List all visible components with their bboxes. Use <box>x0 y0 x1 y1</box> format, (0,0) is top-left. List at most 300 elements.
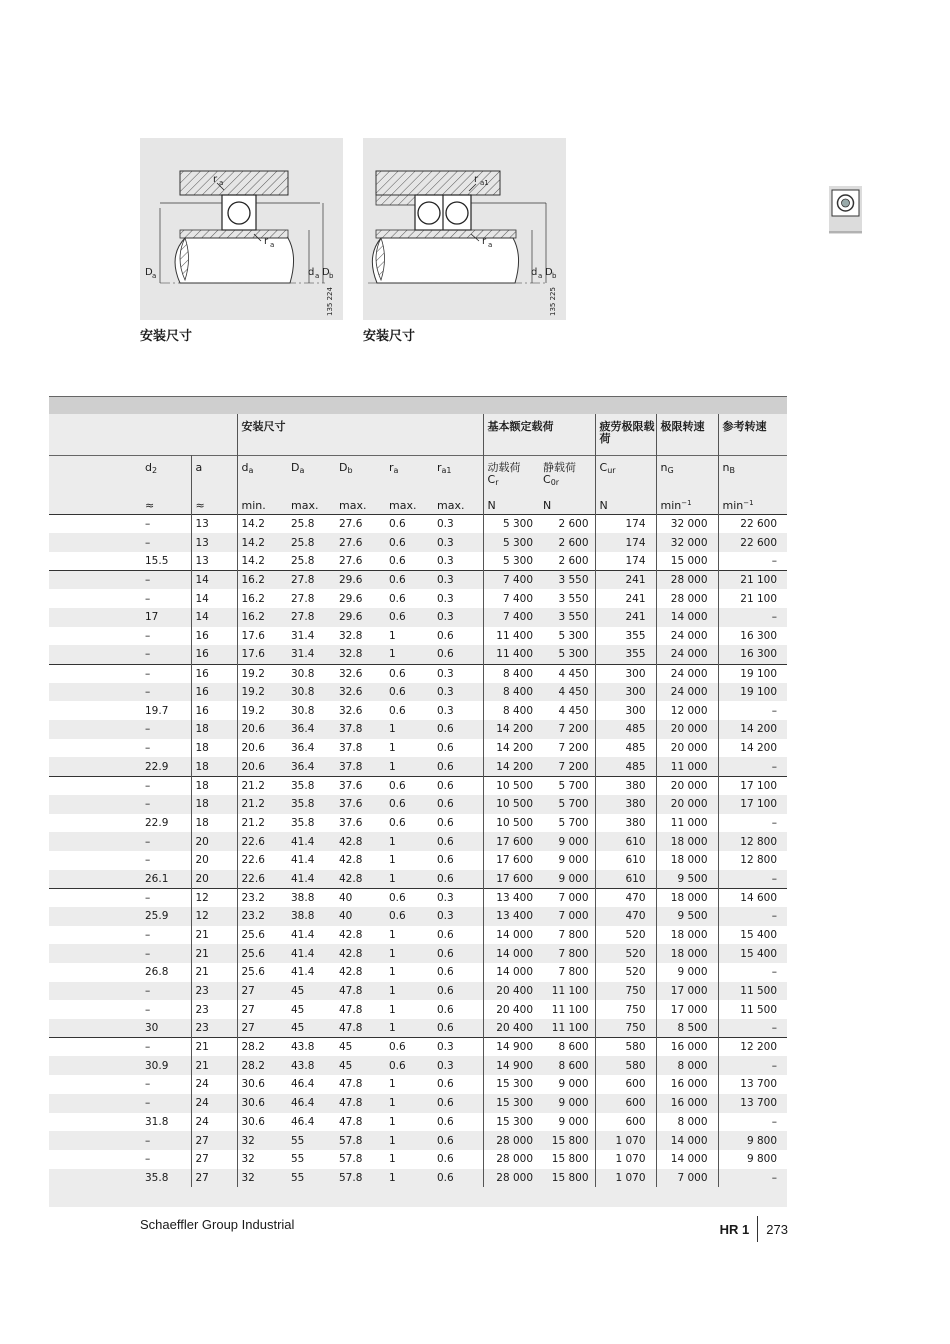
cell-ng: 16 000 <box>656 1075 718 1094</box>
Da-unit: max. <box>291 499 319 512</box>
cell-a: 27 <box>191 1150 237 1169</box>
svg-text:a: a <box>219 179 224 187</box>
cell-cr: 17 600 <box>483 851 539 870</box>
table-row <box>49 664 787 683</box>
cell-ra1: 0.6 <box>437 928 454 941</box>
cell-da: 30.6 <box>237 1113 287 1132</box>
cell-ng: 18 000 <box>656 832 718 851</box>
cell-cr: 13 400 <box>483 888 539 907</box>
cell-c0r: 3 550 <box>539 571 595 590</box>
cell-ra1: 0.3 <box>437 536 454 549</box>
cell-c0r: 9 000 <box>558 854 589 867</box>
cell-cr: 11 400 <box>483 627 539 646</box>
cell-ra: 0.6 <box>385 1038 433 1057</box>
cell-cur: 600 <box>595 1113 656 1132</box>
cell-cr: 5 300 <box>483 515 539 534</box>
cell-ng: 8 000 <box>656 1113 718 1132</box>
table-row <box>49 982 787 1001</box>
cell-Da: 25.8 <box>291 518 315 531</box>
cell-cr: 20 400 <box>483 982 539 1001</box>
cell-a: 21 <box>191 926 237 945</box>
table-row <box>49 552 787 571</box>
a-unit: ≈ <box>191 496 237 515</box>
cell-nb: 16 300 <box>718 627 787 646</box>
cell-d2: – <box>145 798 151 811</box>
cell-nb: 19 100 <box>718 683 787 702</box>
cell-ra1: 0.6 <box>437 1097 454 1110</box>
table-row <box>49 1131 787 1150</box>
cell-a: 27 <box>191 1169 237 1188</box>
cell-ng: 11 000 <box>656 757 718 776</box>
cell-cr: 8 400 <box>483 664 539 683</box>
cell-nb: – <box>718 552 787 571</box>
cell-ra1: 0.6 <box>437 1134 454 1147</box>
cell-cur: 600 <box>595 1094 656 1113</box>
cell-d2: 30 <box>145 1022 159 1035</box>
cell-d2: – <box>145 854 151 867</box>
table-row <box>49 1056 787 1075</box>
cell-ng: 18 000 <box>656 926 718 945</box>
cell-d2: – <box>145 835 151 848</box>
cell-Da: 25.8 <box>291 536 315 549</box>
ra1-top-label: r <box>474 174 479 185</box>
cell-ra1: 0.6 <box>437 985 454 998</box>
cell-Db: 57.8 <box>339 1134 363 1147</box>
table-row <box>49 739 787 758</box>
Db-label: D <box>322 267 330 278</box>
cell-ra: 1 <box>389 966 396 979</box>
cell-nb: 12 800 <box>718 832 787 851</box>
svg-text:a: a <box>152 272 157 280</box>
cell-Da: 45 <box>291 1003 305 1016</box>
table-row <box>49 683 787 702</box>
cell-ng: 12 000 <box>656 701 718 720</box>
single-bearing-drawing <box>140 138 343 320</box>
table-row <box>49 832 787 851</box>
cell-Db: 32.6 <box>339 704 363 717</box>
cell-cur: 355 <box>595 627 656 646</box>
cell-nb: 9 800 <box>718 1131 787 1150</box>
cell-Db: 37.6 <box>335 776 385 795</box>
cell-cur: 300 <box>595 683 656 702</box>
cell-ng: 24 000 <box>656 664 718 683</box>
cell-cr: 17 600 <box>483 870 539 889</box>
cell-d2: 31.8 <box>145 1115 169 1128</box>
cell-Db: 27.6 <box>339 536 363 549</box>
cell-ra: 0.6 <box>389 816 406 829</box>
page-footer <box>720 1216 788 1242</box>
cell-Db: 47.8 <box>339 1078 363 1091</box>
cell-da: 17.6 <box>237 645 287 664</box>
cr-unit: N <box>483 496 539 515</box>
cell-d2: – <box>145 985 151 998</box>
cell-Db: 32.8 <box>339 648 363 661</box>
cell-Da: 45 <box>291 985 305 998</box>
cell-c0r: 5 700 <box>558 816 589 829</box>
cell-nb: – <box>718 608 787 627</box>
cell-da: 25.6 <box>237 963 287 982</box>
cell-cr: 14 000 <box>483 926 539 945</box>
cell-cur: 520 <box>595 926 656 945</box>
cell-ng: 9 500 <box>656 870 718 889</box>
cell-cur: 485 <box>595 720 656 739</box>
cell-nb: 22 600 <box>718 515 787 534</box>
cell-ra: 1 <box>389 760 396 773</box>
cell-cr: 14 900 <box>483 1038 539 1057</box>
cell-d2: 26.1 <box>145 872 169 885</box>
cell-c0r: 7 800 <box>558 928 589 941</box>
cell-ra: 1 <box>389 742 396 755</box>
cell-a: 18 <box>191 720 237 739</box>
cell-da: 25.6 <box>237 944 287 963</box>
table-unit-header-row <box>49 496 787 515</box>
cell-ng: 32 000 <box>656 515 718 534</box>
table-row <box>49 814 787 833</box>
cell-Db: 29.6 <box>339 611 363 624</box>
cell-ra: 1 <box>389 854 396 867</box>
cell-Da: 46.4 <box>291 1115 315 1128</box>
cell-d2: – <box>49 776 191 795</box>
table-row <box>49 795 787 814</box>
cell-da: 30.6 <box>237 1075 287 1094</box>
cell-cr: 15 300 <box>483 1113 539 1132</box>
cell-cur: 485 <box>595 757 656 776</box>
cell-ra1: 0.6 <box>437 798 454 811</box>
cell-cur: 1 070 <box>595 1131 656 1150</box>
cell-ra1: 0.6 <box>437 966 454 979</box>
table-row <box>49 720 787 739</box>
ra-symbol: $r_a$ <box>389 461 399 475</box>
cell-da: 17.6 <box>237 627 287 646</box>
cell-da: 25.6 <box>237 926 287 945</box>
cell-nb: 14 600 <box>718 888 787 907</box>
cell-a: 13 <box>191 533 237 552</box>
cell-Db: 47.8 <box>339 1115 363 1128</box>
cell-c0r: 9 000 <box>558 1115 589 1128</box>
fatigue-limit-header: 疲劳极限载荷 <box>595 414 656 456</box>
cell-Da: 35.8 <box>291 798 315 811</box>
table-row <box>49 701 787 720</box>
cell-cur: 485 <box>595 739 656 758</box>
cell-da: 21.2 <box>237 776 287 795</box>
cell-ra1: 0.6 <box>433 776 483 795</box>
cell-a: 23 <box>191 1000 237 1019</box>
cell-da: 32 <box>237 1169 287 1188</box>
cell-cr: 10 500 <box>483 814 539 833</box>
cell-ng: 20 000 <box>656 795 718 814</box>
cell-c0r: 9 000 <box>558 1078 589 1091</box>
cell-nb: 12 200 <box>718 1038 787 1057</box>
cell-ra: 1 <box>389 928 396 941</box>
cell-d2: – <box>145 536 151 549</box>
cell-c0r: 9 000 <box>558 835 589 848</box>
cell-d2: – <box>145 518 151 531</box>
da-symbol: $d_a$ <box>237 456 287 497</box>
cell-cr: 14 000 <box>483 963 539 982</box>
cell-Db: 45 <box>335 1038 385 1057</box>
cell-d2: – <box>145 1153 151 1166</box>
cell-cr: 14 200 <box>483 739 539 758</box>
cell-nb: 17 100 <box>718 795 787 814</box>
cell-ng: 14 000 <box>656 1131 718 1150</box>
cell-nb: – <box>718 1113 787 1132</box>
cell-ra: 1 <box>389 1078 396 1091</box>
svg-text:a: a <box>270 241 275 249</box>
cell-nb: – <box>718 701 787 720</box>
cell-da: 32 <box>237 1150 287 1169</box>
cell-a: 23 <box>191 982 237 1001</box>
cell-ra: 1 <box>389 1171 396 1184</box>
cell-c0r: 2 600 <box>558 536 589 549</box>
cell-cr: 20 400 <box>483 1000 539 1019</box>
cell-cur: 241 <box>595 608 656 627</box>
cell-da: 14.2 <box>237 533 287 552</box>
table-symbol-header-row <box>49 456 787 497</box>
cell-ra: 0.6 <box>389 592 406 605</box>
table-row <box>49 1000 787 1019</box>
cell-Db: 27.6 <box>339 554 363 567</box>
cell-da: 22.6 <box>237 851 287 870</box>
table-row <box>49 515 787 534</box>
cell-nb: – <box>718 1056 787 1075</box>
cell-Da: 36.4 <box>291 723 315 736</box>
cell-ra: 0.6 <box>389 686 406 699</box>
cell-a: 13 <box>191 515 237 534</box>
d2-symbol: $d_2$ <box>145 461 158 475</box>
cell-Da: 36.4 <box>291 760 315 773</box>
cell-d2: 22.9 <box>145 760 169 773</box>
cell-ng: 32 000 <box>656 533 718 552</box>
cell-cur: 241 <box>595 571 656 590</box>
cell-ra1: 0.3 <box>437 518 454 531</box>
cell-ng: 18 000 <box>656 944 718 963</box>
cell-cr: 17 600 <box>483 832 539 851</box>
table-row <box>49 944 787 963</box>
cell-d2: – <box>145 1097 151 1110</box>
cell-Da: 41.4 <box>291 854 315 867</box>
cell-nb: 22 600 <box>718 533 787 552</box>
cell-Da: 27.8 <box>291 592 315 605</box>
ra1-symbol: $r_{a1}$ <box>437 461 452 475</box>
cell-c0r: 7 800 <box>558 966 589 979</box>
cell-ra1: 0.6 <box>437 723 454 736</box>
cell-d2: – <box>49 888 191 907</box>
cell-ng: 16 000 <box>656 1094 718 1113</box>
cell-c0r: 3 550 <box>558 611 589 624</box>
footer-divider <box>757 1216 758 1242</box>
cell-ng: 20 000 <box>656 776 718 795</box>
svg-text:a1: a1 <box>480 179 489 187</box>
cell-da: 19.2 <box>237 683 287 702</box>
cell-ra1: 0.6 <box>437 1115 454 1128</box>
cell-cr: 10 500 <box>483 795 539 814</box>
cell-Da: 45 <box>291 1022 305 1035</box>
cell-cur: 174 <box>595 533 656 552</box>
cell-c0r: 4 450 <box>558 686 589 699</box>
cell-Da: 41.4 <box>291 947 315 960</box>
cell-Da: 38.8 <box>291 910 315 923</box>
cell-Db: 29.6 <box>339 592 363 605</box>
bearing-data-table <box>49 396 787 1207</box>
cell-da: 20.6 <box>237 757 287 776</box>
cell-c0r: 5 700 <box>558 798 589 811</box>
cell-cr: 13 400 <box>483 907 539 926</box>
d2-unit: ≈ <box>145 499 155 512</box>
ra-unit: max. <box>389 499 417 512</box>
cell-Db: 32.6 <box>335 664 385 683</box>
cell-ng: 14 000 <box>656 1150 718 1169</box>
cell-c0r: 15 800 <box>551 1153 589 1166</box>
cr-symbol: 动载荷 $C_r$ <box>483 456 539 497</box>
cell-cr: 8 400 <box>483 683 539 702</box>
paired-bearing-drawing <box>363 138 566 320</box>
Db-symbol: $D_b$ <box>339 461 353 475</box>
cell-Da: 41.4 <box>291 835 315 848</box>
cell-a: 24 <box>191 1113 237 1132</box>
cell-Db: 47.8 <box>339 985 363 998</box>
cell-cur: 610 <box>595 870 656 889</box>
cell-c0r: 7 200 <box>558 723 589 736</box>
cell-cr: 14 200 <box>483 757 539 776</box>
cell-nb: 15 400 <box>718 944 787 963</box>
cell-Da: 43.8 <box>287 1038 335 1057</box>
da-unit: min. <box>237 496 287 515</box>
cell-Db: 42.8 <box>339 966 363 979</box>
cell-cur: 174 <box>595 515 656 534</box>
table-row <box>49 888 787 907</box>
cell-cur: 1 070 <box>595 1169 656 1188</box>
cell-d2: – <box>145 742 151 755</box>
da-label: d <box>308 267 315 278</box>
table-row <box>49 870 787 889</box>
cell-Da: 30.8 <box>287 664 335 683</box>
cell-ra: 1 <box>389 1153 396 1166</box>
cell-c0r: 11 100 <box>551 1022 589 1035</box>
cell-ra1: 0.6 <box>437 816 454 829</box>
cell-d2: – <box>145 648 151 661</box>
cell-cur: 241 <box>595 589 656 608</box>
table-row <box>49 926 787 945</box>
cell-ra: 1 <box>389 723 396 736</box>
cell-ng: 7 000 <box>656 1169 718 1188</box>
cell-cr: 5 300 <box>483 533 539 552</box>
cell-Db: 29.6 <box>335 571 385 590</box>
cell-ng: 16 000 <box>656 1038 718 1057</box>
cell-cur: 380 <box>595 814 656 833</box>
cell-d2: 35.8 <box>145 1171 169 1184</box>
ra-bottom-label: r <box>264 236 269 247</box>
cell-Da: 55 <box>291 1134 305 1147</box>
table-row <box>49 608 787 627</box>
cell-cur: 750 <box>595 982 656 1001</box>
cell-d2: 22.9 <box>145 816 169 829</box>
cell-ra1: 0.3 <box>437 686 454 699</box>
cell-ng: 17 000 <box>656 1000 718 1019</box>
cell-a: 13 <box>191 552 237 571</box>
cell-cur: 300 <box>595 664 656 683</box>
cell-nb: – <box>718 1169 787 1188</box>
cell-c0r: 8 600 <box>539 1038 595 1057</box>
cell-da: 32 <box>237 1131 287 1150</box>
cell-a: 18 <box>191 795 237 814</box>
table-row <box>49 645 787 664</box>
cell-d2: 26.8 <box>145 966 169 979</box>
cell-d2: – <box>145 928 151 941</box>
cell-cur: 750 <box>595 1019 656 1038</box>
cell-cur: 600 <box>595 1075 656 1094</box>
svg-text:b: b <box>552 272 557 280</box>
cell-Db: 40 <box>339 910 353 923</box>
cell-Da: 31.4 <box>291 648 315 661</box>
cell-ng: 20 000 <box>656 739 718 758</box>
cell-ra: 0.6 <box>389 518 406 531</box>
cell-Da: 27.8 <box>287 571 335 590</box>
ra1-unit: max. <box>437 499 465 512</box>
cell-ra: 1 <box>389 872 396 885</box>
cell-nb: 9 800 <box>718 1150 787 1169</box>
cell-Da: 46.4 <box>291 1097 315 1110</box>
cell-nb: – <box>718 814 787 833</box>
cell-d2: 17 <box>145 611 159 624</box>
cell-Db: 42.8 <box>339 835 363 848</box>
cell-d2: 25.9 <box>145 910 169 923</box>
cell-Da: 41.4 <box>291 966 315 979</box>
cell-cr: 28 000 <box>483 1169 539 1188</box>
cell-d2: – <box>145 1134 151 1147</box>
cell-ra1: 0.3 <box>437 910 454 923</box>
cell-ng: 18 000 <box>656 851 718 870</box>
reference-speed-header: 参考转速 <box>718 414 787 456</box>
cell-d2: 19.7 <box>145 704 169 717</box>
cell-da: 14.2 <box>237 515 287 534</box>
table-row <box>49 571 787 590</box>
cell-a: 14 <box>191 589 237 608</box>
Db-label: D <box>545 267 553 278</box>
Da-label: D <box>145 267 153 278</box>
cell-a: 16 <box>191 701 237 720</box>
cell-ra: 0.6 <box>385 664 433 683</box>
cell-Db: 37.6 <box>339 798 363 811</box>
cell-ra: 1 <box>389 629 396 642</box>
cell-Db: 40 <box>335 888 385 907</box>
cell-Db: 37.6 <box>339 816 363 829</box>
svg-text:b: b <box>329 272 334 280</box>
table-row <box>49 1094 787 1113</box>
table-row <box>49 627 787 646</box>
figure-code: 135 225 <box>549 287 557 316</box>
cell-nb: – <box>718 907 787 926</box>
cell-ra1: 0.6 <box>437 648 454 661</box>
table-row <box>49 1038 787 1057</box>
cell-Db: 37.8 <box>339 723 363 736</box>
cell-cr: 14 000 <box>483 944 539 963</box>
cell-c0r: 11 100 <box>551 1003 589 1016</box>
cell-ra1: 0.6 <box>437 1171 454 1184</box>
cell-ra1: 0.3 <box>433 664 483 683</box>
cell-cur: 580 <box>595 1038 656 1057</box>
Da-symbol: $D_a$ <box>291 461 305 475</box>
cell-ng: 24 000 <box>656 627 718 646</box>
cell-cr: 15 300 <box>483 1094 539 1113</box>
cell-a: 14 <box>191 571 237 590</box>
cell-d2: – <box>145 629 151 642</box>
cell-cr: 15 300 <box>483 1075 539 1094</box>
cell-a: 21 <box>191 963 237 982</box>
da-label: d <box>531 267 538 278</box>
cell-ng: 8 500 <box>656 1019 718 1038</box>
cell-ra: 0.6 <box>389 910 406 923</box>
cell-cur: 580 <box>595 1056 656 1075</box>
